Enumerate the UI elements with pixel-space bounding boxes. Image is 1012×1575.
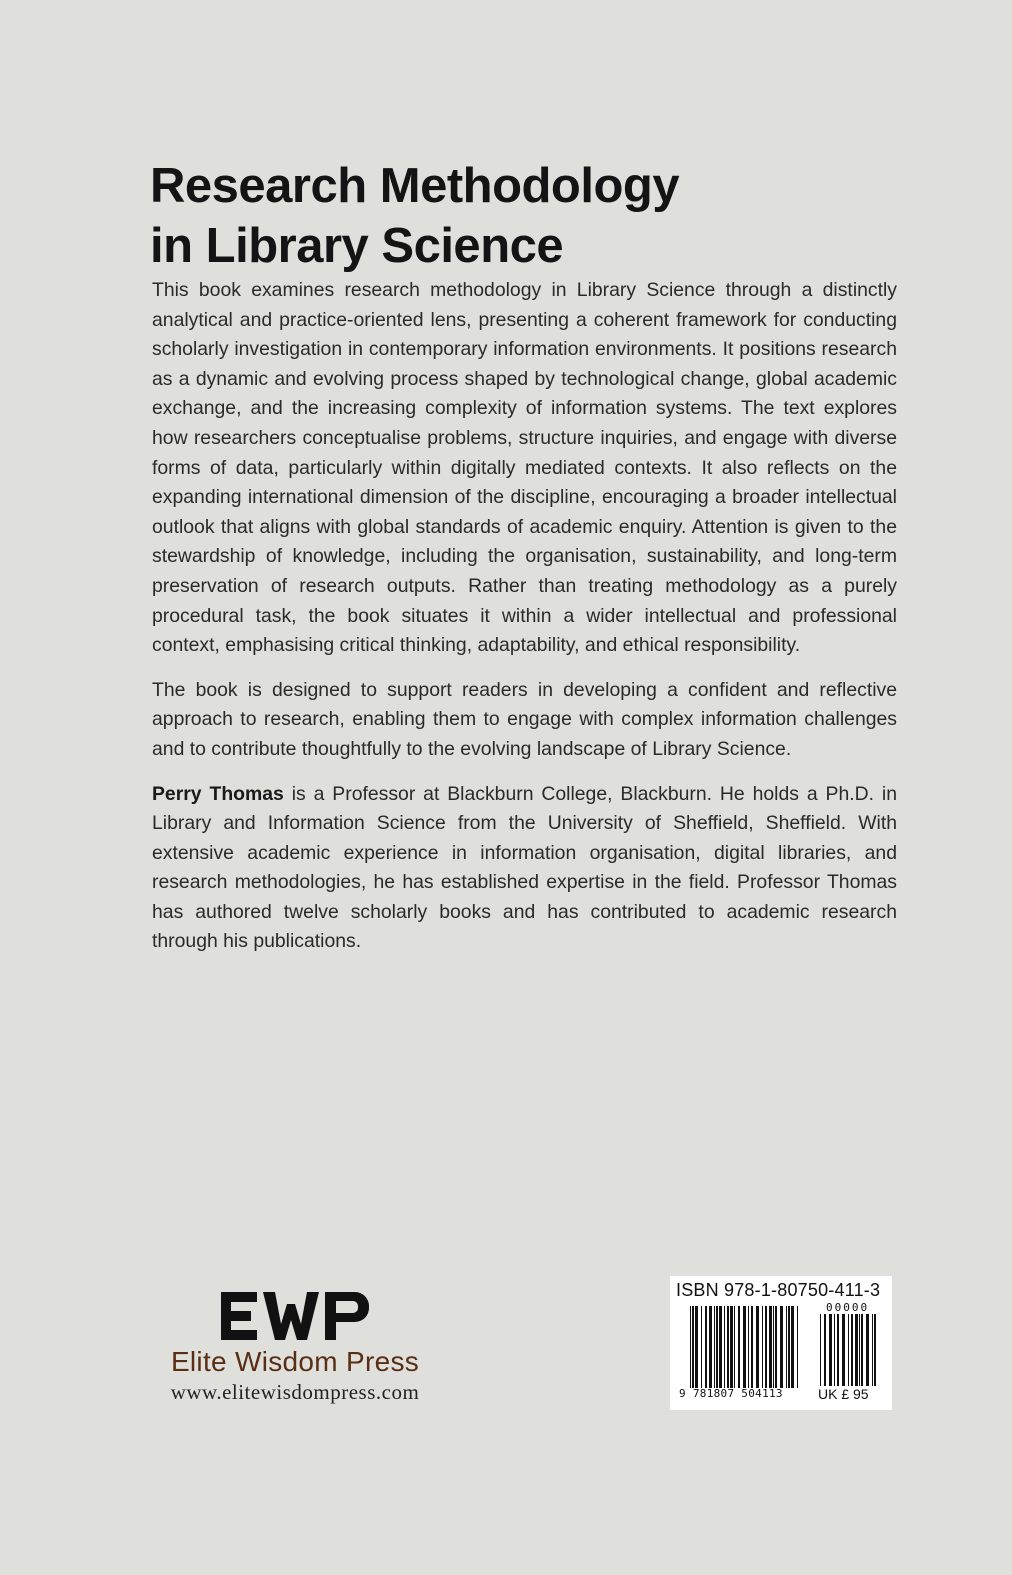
isbn-number: ISBN 978-1-80750-411-3: [676, 1280, 881, 1300]
barcode-bar: [709, 1306, 712, 1388]
barcode-bar: [762, 1306, 763, 1388]
book-title-line-2: in Library Science: [150, 219, 564, 273]
book-title-line-1: Research Methodology: [150, 159, 680, 213]
addon-digits: 00000: [826, 1301, 870, 1314]
barcode-bar: [716, 1306, 718, 1388]
author-bio: [152, 780, 897, 958]
blurb-paragraph-1: This book examines research methodology in Library Science through a distinctly analytical and practice-oriented lens, presenting a coherent framework for conducting scholarly investigation in contemporary information environments. It positions research as a dynamic and evolving process shaped by technological change, global academic exchange, and the increasing complexity of information systems. The text explores how researchers conceptualise problems, structure inquiries, and engage with diverse forms of data, particularly within digitally mediated contexts. It also reflects on the expanding international dimension of the discipline, encouraging a broader intellectual outlook that aligns with global standards of academic enquiry. Attention is given to the stewardship of knowledge, including the organisation, sustainability, and long-term preservation of research outputs. Rather than treating methodology as a purely procedural task, the book situates it within a wider intellectual and professional context, emphasising critical thinking, adaptability, and ethical responsibility.: [152, 279, 897, 657]
book-title: [150, 156, 850, 276]
barcode-bar: [765, 1306, 767, 1388]
barcode-bar: [730, 1306, 733, 1388]
barcode-bar: [855, 1314, 858, 1386]
barcode-bar: [848, 1314, 849, 1386]
isbn-barcode: [670, 1276, 892, 1410]
blurb: [152, 276, 897, 972]
barcode-bar: [734, 1306, 735, 1388]
barcode-bar: [859, 1314, 860, 1386]
barcode-bar: [748, 1306, 749, 1388]
barcode-bar: [829, 1314, 832, 1386]
barcode-bar: [866, 1314, 869, 1386]
barcode-bar: [775, 1306, 777, 1388]
barcode-bar: [834, 1314, 835, 1386]
barcode-bar: [714, 1306, 715, 1388]
publisher-logo: [221, 1290, 369, 1342]
barcode-bar: [780, 1306, 783, 1388]
blurb-paragraph-2: The book is designed to support readers in developing a confident and reflective approach to research, enabling them to engage with complex information challenges and to contribute thoughtfully to the evolving landscape of Library Science.: [152, 678, 897, 760]
barcode-bar: [743, 1306, 746, 1388]
barcode-bar: [690, 1306, 691, 1388]
barcode-bar: [791, 1306, 794, 1388]
barcode-bar: [756, 1306, 759, 1388]
barcode-bar: [851, 1314, 853, 1386]
barcode-bar: [724, 1306, 725, 1388]
barcode-bar: [788, 1306, 790, 1388]
barcode-bar: [874, 1314, 876, 1386]
barcode-bar: [719, 1306, 722, 1388]
barcode-bar: [820, 1314, 821, 1386]
barcode-bar: [692, 1306, 694, 1388]
barcode-bar: [727, 1306, 729, 1388]
barcode-bar: [837, 1314, 839, 1386]
barcode-bar: [797, 1306, 798, 1388]
barcode-bar: [701, 1306, 702, 1388]
publisher-name: Elite Wisdom Press: [170, 1346, 420, 1377]
barcode-bar: [695, 1306, 698, 1388]
barcode-bar: [751, 1306, 753, 1388]
author-bio-text: is a Professor at Blackburn College, Blackburn. He holds a Ph.D. in Library and Information Science from the University of Sheffield, Sheffield. With extensive academic experience in information organisation, digital libraries, and research methodologies, he has established expertise in the field. Professor Thomas has authored twelve scholarly books and has contributed to academic research through his publications.: [152, 782, 897, 953]
publisher-url: www.elitewisdompress.com: [170, 1380, 420, 1404]
barcode-bar: [786, 1306, 787, 1388]
barcode-digits: 9 781807 504113: [679, 1387, 783, 1400]
author-name: Perry Thomas: [152, 782, 284, 805]
publisher-block: [150, 1290, 440, 1405]
price-label: UK £ 95: [818, 1386, 869, 1402]
barcode-bar: [705, 1306, 707, 1388]
barcode-bar: [842, 1314, 845, 1386]
barcode-bar: [824, 1314, 826, 1386]
barcode-bar: [738, 1306, 740, 1388]
barcode-bar: [861, 1314, 863, 1386]
barcode-bar: [773, 1306, 774, 1388]
barcode-bar: [769, 1306, 772, 1388]
barcode-bar: [872, 1314, 873, 1386]
